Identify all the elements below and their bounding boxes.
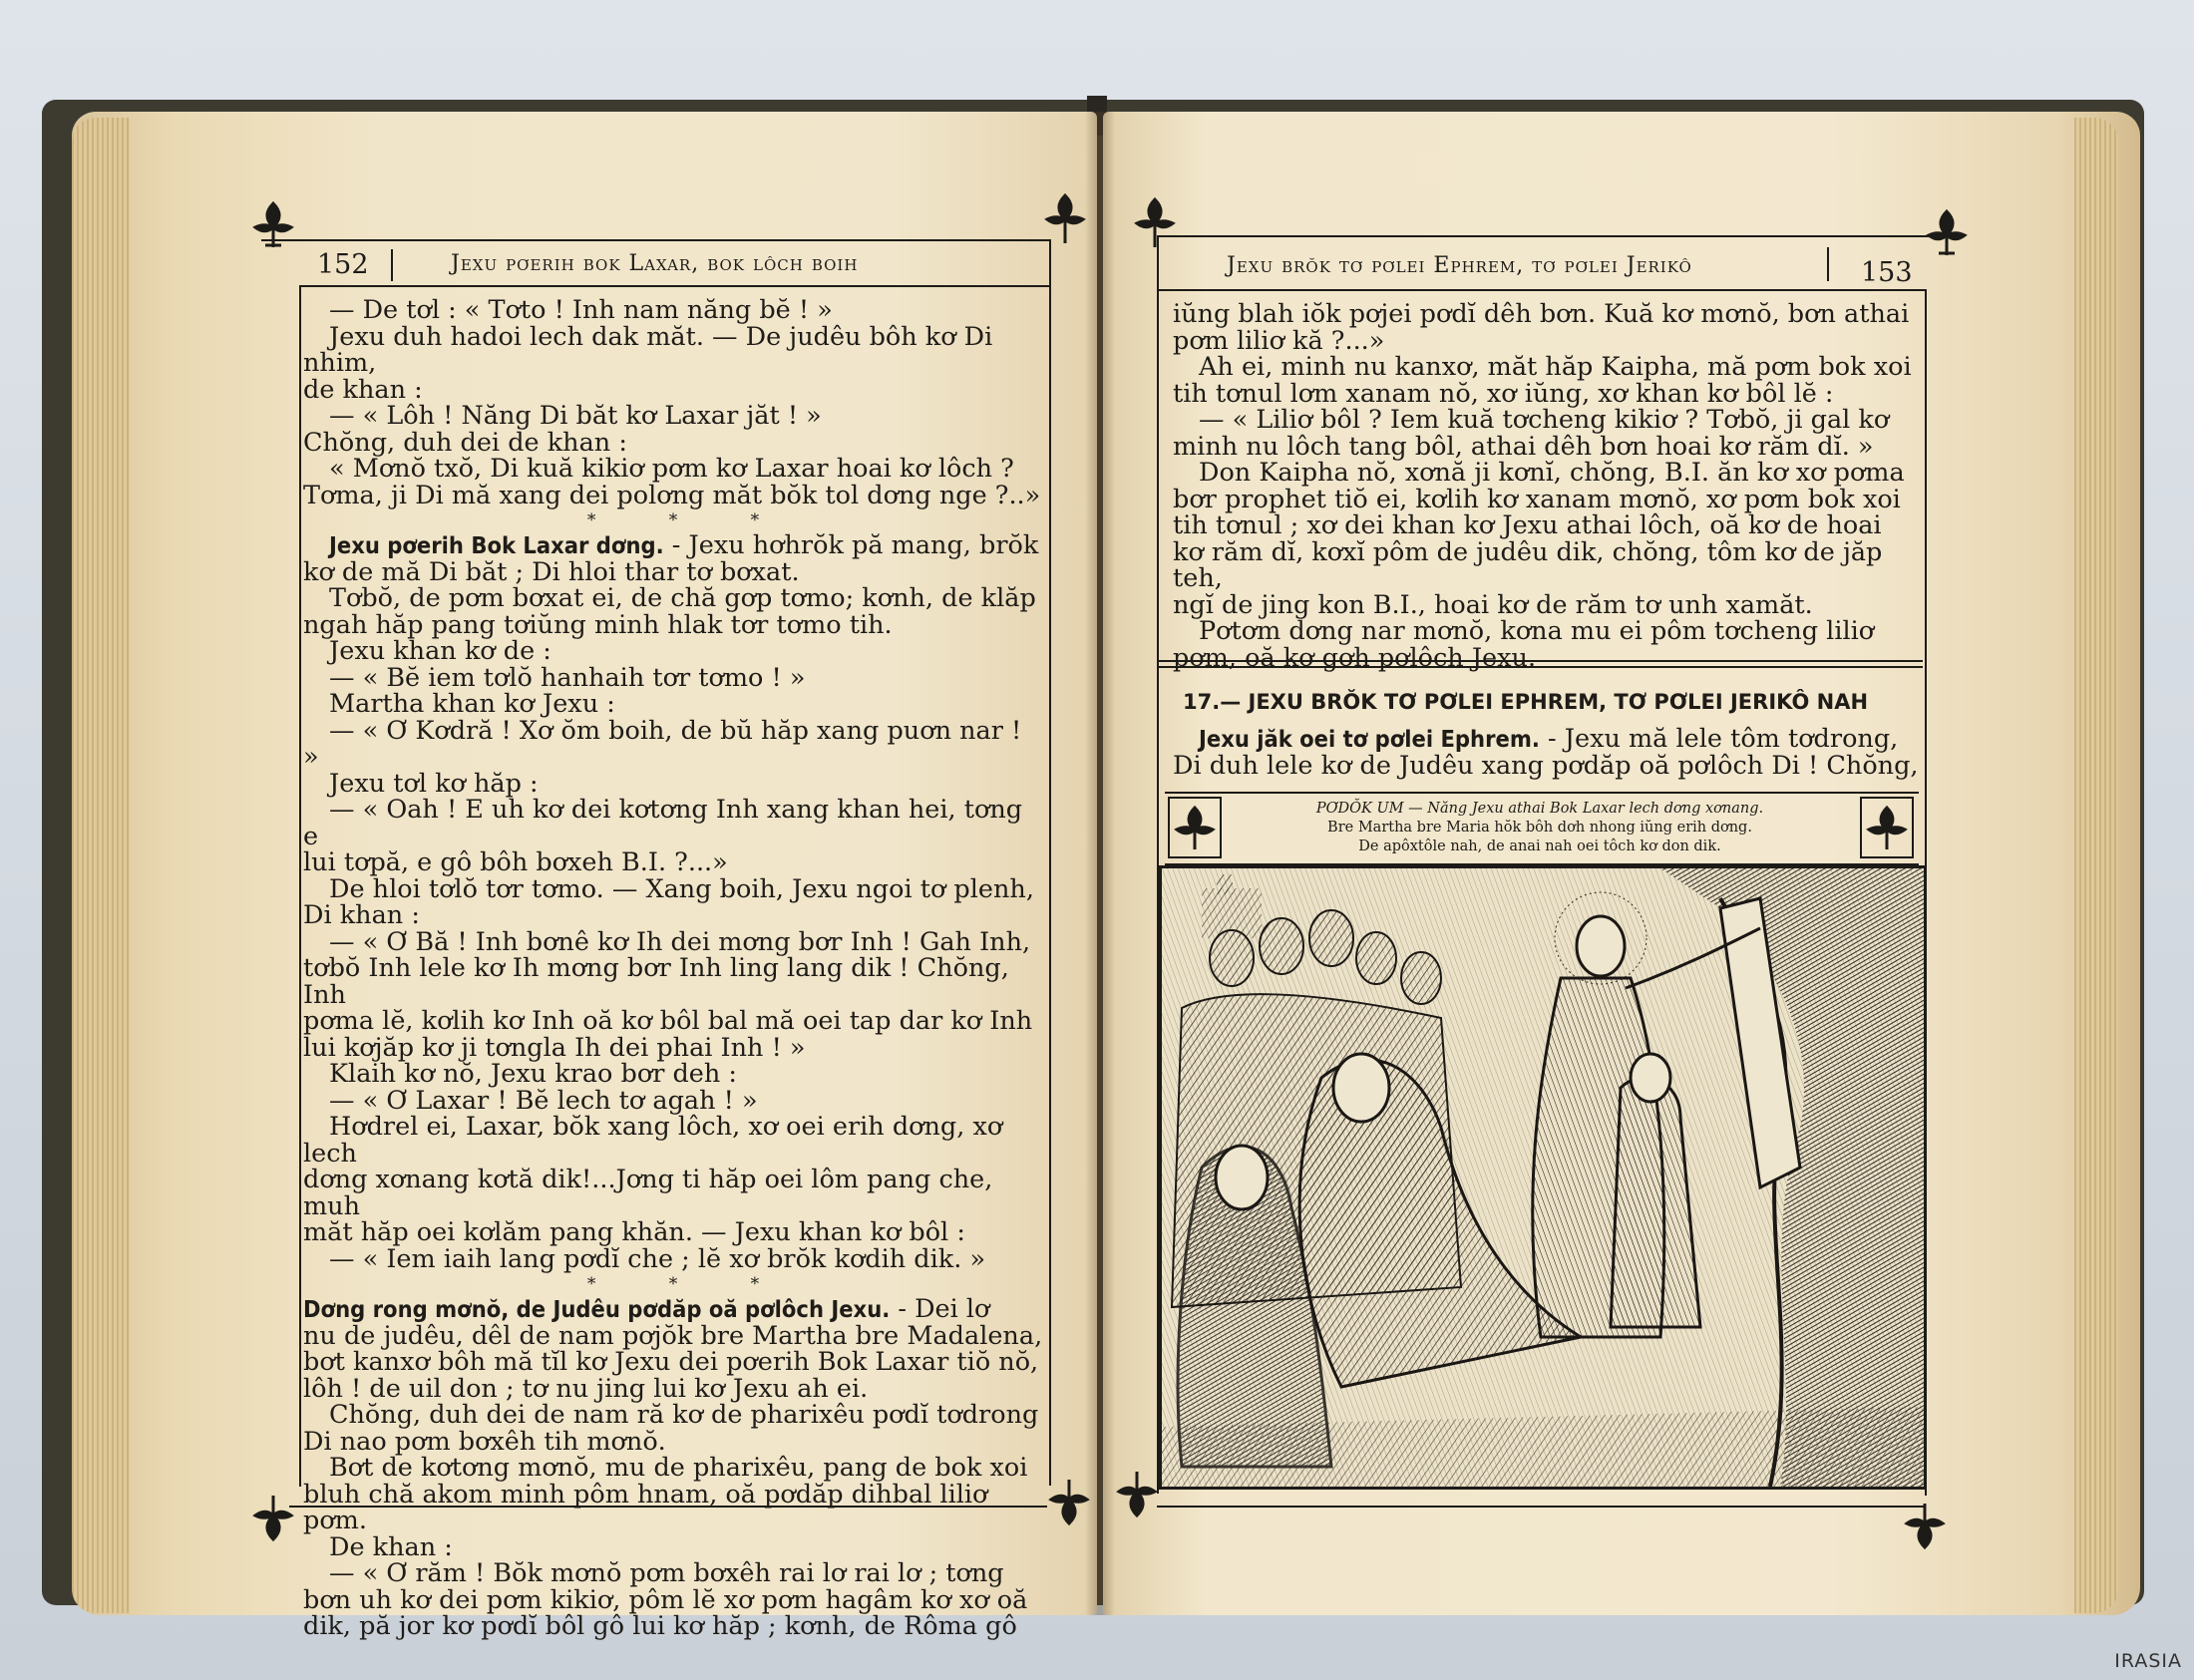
raising-of-lazarus-illustration-icon	[1162, 868, 1924, 1487]
left-line	[303, 532, 1043, 559]
right-header-rule-top	[1157, 235, 1939, 237]
right-line: ngĭ de jing kon B.I., hoai kơ de răm tơ unh xamăt.	[1173, 589, 1813, 620]
right-bottom-left-ornament-icon	[1109, 1466, 1165, 1521]
left-line	[303, 1296, 1043, 1323]
section-text-column	[1173, 726, 1921, 779]
left-line: bluh chă akom minh pôm hnam, oă pơdăp dihbal liliơ pơm.	[303, 1479, 988, 1535]
caption-line-1: PƠDŎK UM — Năng Jexu athai Bok Laxar lech dơng xơnang.	[1315, 801, 1764, 817]
left-page-number: 152	[317, 249, 369, 280]
left-page-body	[303, 297, 1043, 1640]
left-line: bơn uh kơ dei pơm kikiơ, pôm lĕ xơ pơm hagâm kơ xơ oă	[303, 1584, 1028, 1615]
right-page-number: 153	[1861, 257, 1913, 288]
right-header-rule-bottom	[1157, 289, 1925, 291]
left-line: Jexu tơl kơ hăp :	[329, 768, 539, 799]
section-heading: 17.— JEXU BRŎK TƠ PƠLEI EPHREM, TƠ PƠLEI JERIKÔ NAH	[1183, 690, 1869, 714]
left-line: nu de judêu, dêl de nam pơjŏk bre Martha bre Madalena,	[303, 1320, 1043, 1351]
left-separator: * * *	[586, 510, 794, 530]
right-line: Don Kaipha nŏ, xơnă ji kơnĭ, chŏng, B.I. ăn kơ xơ pơma	[1199, 458, 1905, 488]
left-header-rule-bottom	[299, 285, 1049, 287]
right-line: pơm liliơ kă ?...»	[1173, 325, 1385, 356]
left-line: — « Ơ răm ! Bŏk mơnŏ pơm bơxêh rai lơ rai lơ ; tơng	[329, 1558, 1004, 1588]
left-line: De khan :	[329, 1531, 453, 1562]
right-text-column	[1173, 301, 1921, 671]
left-bottom-right-ornament-icon	[1041, 1474, 1097, 1529]
left-top-ornament-icon	[245, 197, 301, 253]
left-line: Martha khan kơ Jexu :	[329, 689, 615, 719]
left-line: — De tơl : « Tơto ! Inh nam năng bĕ ! »	[329, 295, 833, 325]
left-paragraph-heading: Jexu pơerih Bok Laxar dơng.	[329, 531, 664, 559]
left-line: ngah hăp pang tơiŭng minh hlak tơr tơmo tih.	[303, 609, 893, 640]
left-line: Hơdrel ei, Laxar, bŏk xang lôch, xơ oei erih dơng, xơ lech	[303, 1112, 1003, 1169]
left-line: bơt kanxơ bôh mă tĭl kơ Jexu dei pơerih Bok Laxar tiŏ nŏ,	[303, 1347, 1039, 1377]
left-line: Chŏng, duh dei de khan :	[303, 427, 627, 458]
left-line: « Mơnŏ txŏ, Di kuă kikiơ pơm kơ Laxar hoai kơ lôch ?	[329, 454, 1014, 484]
right-top-ornament-icon	[1919, 205, 1975, 261]
right-line: Ah ei, minh nu kanxơ, măt hăp Kaipha, mă pơm bok xoi	[1199, 352, 1912, 382]
right-page-body	[1173, 301, 1921, 671]
section-body	[1173, 726, 1921, 779]
left-line: Di khan :	[303, 900, 420, 930]
left-line: tơbŏ Inh lele kơ Ih mơng bơr Inh ling lang dik ! Chŏng, Inh	[303, 953, 1009, 1010]
left-line: — « Bĕ iem tơlŏ hanhaih tơr tơmo ! »	[329, 662, 806, 693]
left-line: kơ de mă Di băt ; Di hloi thar tơ bơxat.	[303, 556, 800, 587]
left-line: de khan :	[303, 374, 423, 405]
right-page-edges	[2074, 118, 2118, 1613]
right-running-head: Jexu brŏk tơ pơlei Ephrem, tơ pơlei Jerikô	[1227, 253, 1692, 278]
right-bottom-ornament-icon	[1897, 1498, 1953, 1553]
left-header-divider	[391, 249, 393, 281]
left-top-right-ornament-icon	[1037, 191, 1093, 247]
left-line: Klaih kơ nŏ, Jexu krao bơr deh :	[329, 1059, 738, 1089]
right-line: iŭng blah iŏk pơjei pơdĭ dêh bơn. Kuă kơ mơnŏ, bơn athai	[1173, 299, 1910, 329]
book-gutter	[1085, 112, 1115, 1615]
left-line: pơma lĕ, kơlih kơ Inh oă kơ bôl bal mă oei tap dar kơ Inh	[303, 1006, 1033, 1036]
left-line: Bơt de kơtơng mơnŏ, mu de pharixêu, pang de bok xoi	[329, 1453, 1028, 1483]
left-line: — « Ơ Kơdră ! Xơ ŏm boih, de bŭ hăp xang puơn nar ! »	[303, 715, 1022, 772]
right-line: minh nu lôch tang bôl, athai dêh bơn hoai kơ răm dĭ. »	[1173, 431, 1874, 462]
left-paragraph-heading: Dơng rong mơnŏ, de Judêu pơdăp oă pơlôch Jexu.	[303, 1295, 891, 1323]
left-page-edges	[72, 118, 130, 1613]
left-line-text: - Jexu hơhrŏk pă mang, brŏk	[663, 530, 1039, 560]
left-line: — « Ơ Laxar ! Bĕ lech tơ agah ! »	[329, 1085, 758, 1116]
left-line: — « Oah ! E uh kơ dei kơtơng Inh xang khan hei, tơng e	[303, 795, 1023, 851]
left-line: — « Iem iaih lang pơdĭ che ; lĕ xơ brŏk kơdih dik. »	[329, 1243, 986, 1274]
right-header-divider	[1827, 247, 1829, 281]
right-footer-rule	[1157, 1506, 1925, 1508]
caption-rule-top	[1165, 792, 1919, 794]
right-line: kơ răm dĭ, kơxĭ pôm de judêu dik, chŏng, tôm kơ de jăp teh,	[1173, 536, 1883, 593]
left-line: — « Lôh ! Năng Di băt kơ Laxar jăt ! »	[329, 401, 822, 431]
section-line	[1173, 726, 1921, 753]
right-line: tih tơnul lơm xanam nŏ, xơ iŭng, xơ khan kơ bôl lĕ :	[1173, 378, 1834, 409]
left-frame-left	[299, 285, 301, 1487]
illustration-caption	[1231, 800, 1849, 856]
engraving-illustration	[1159, 865, 1927, 1490]
left-line: lôh ! de uil don ; tơ nu jing lui kơ Jexu ah ei.	[303, 1373, 869, 1404]
left-line: — « Ơ Bă ! Inh bơnê kơ Ih dei mơng bơr Inh ! Gah Inh,	[329, 926, 1031, 957]
left-line: Di nao pơm bơxêh tih mơnŏ.	[303, 1426, 666, 1457]
section-line-text: - Jexu mă lele tôm tơdrong,	[1539, 724, 1899, 754]
left-line: lui tơpă, e gô bôh bơxeh B.I. ?...»	[303, 847, 728, 877]
left-bottom-ornament-icon	[245, 1490, 301, 1545]
left-header-rule-top	[261, 239, 1049, 241]
left-line: Tơbŏ, de pơm bơxat ei, de chă gơp tơmo; kơnh, de klăp	[329, 583, 1036, 613]
caption-line-2: Bre Martha bre Maria hŏk bôh dơh nhong iŭng erih dơng.	[1327, 820, 1752, 836]
left-line: dik, pă jor kơ pơdĭ bôl gô lui kơ hăp ; kơnh, de Rôma gô	[303, 1611, 1017, 1641]
right-top-left-ornament-icon	[1127, 195, 1183, 251]
left-line: lui kơjăp kơ ji tơngla Ih dei phai Inh ! »	[303, 1032, 806, 1063]
left-running-head: Jexu pơerih bok Laxar, bok lôch boih	[451, 251, 859, 276]
right-line: Pơtơm dơng nar mơnŏ, kơna mu ei pôm tơcheng liliơ	[1199, 616, 1875, 646]
section-line: Di duh lele kơ de Judêu xang pơdăp oă pơlôch Di ! Chŏng,	[1173, 750, 1919, 781]
left-line: De hloi tơlŏ tơr tơmo. — Xang boih, Jexu ngoi tơ plenh,	[329, 873, 1034, 904]
left-line: Chŏng, duh dei de nam ră kơ de pharixêu pơdĭ tơdrong	[329, 1400, 1039, 1430]
left-line: Jexu duh hadoi lech dak măt. — De judêu bôh kơ Di nhim,	[303, 321, 993, 378]
left-line: dơng xơnang kơtă dik!...Jơng ti hăp oei lôm pang che, muh	[303, 1165, 993, 1221]
left-separator: * * *	[586, 1274, 794, 1294]
left-line: măt hăp oei kơlăm pang khăn. — Jexu khan kơ bôl :	[303, 1217, 965, 1247]
left-line-text: - Dei lơ	[890, 1294, 990, 1324]
left-frame-right	[1049, 239, 1051, 1486]
caption-left-ornament-icon	[1167, 796, 1223, 859]
left-text-column	[303, 297, 1043, 1640]
left-line: Jexu khan kơ de :	[329, 636, 551, 666]
right-line: — « Liliơ bôl ? Iem kuă tơcheng kikiơ ? Tơbŏ, ji gal kơ	[1199, 405, 1890, 435]
section-paragraph-heading: Jexu jăk oei tơ pơlei Ephrem.	[1199, 725, 1540, 753]
left-line: Tơma, ji Di mă xang dei polơng măt bŏk tol dơng nge ?..»	[303, 480, 1041, 510]
right-line: pơm, oă kơ gơh pơlôch Jexu.	[1173, 642, 1537, 673]
right-line: bơr prophet tiŏ ei, kơlih kơ xanam mơnŏ, xơ pơm bok xoi	[1173, 484, 1901, 514]
caption-line-3: De apôxtôle nah, de anai nah oei tôch kơ don dik.	[1358, 839, 1721, 854]
watermark: IRASIA	[2114, 1650, 2182, 1672]
right-line: tih tơnul ; xơ dei khan kơ Jexu athai lôch, oă kơ de hoai	[1173, 510, 1882, 540]
caption-right-ornament-icon	[1859, 796, 1915, 859]
